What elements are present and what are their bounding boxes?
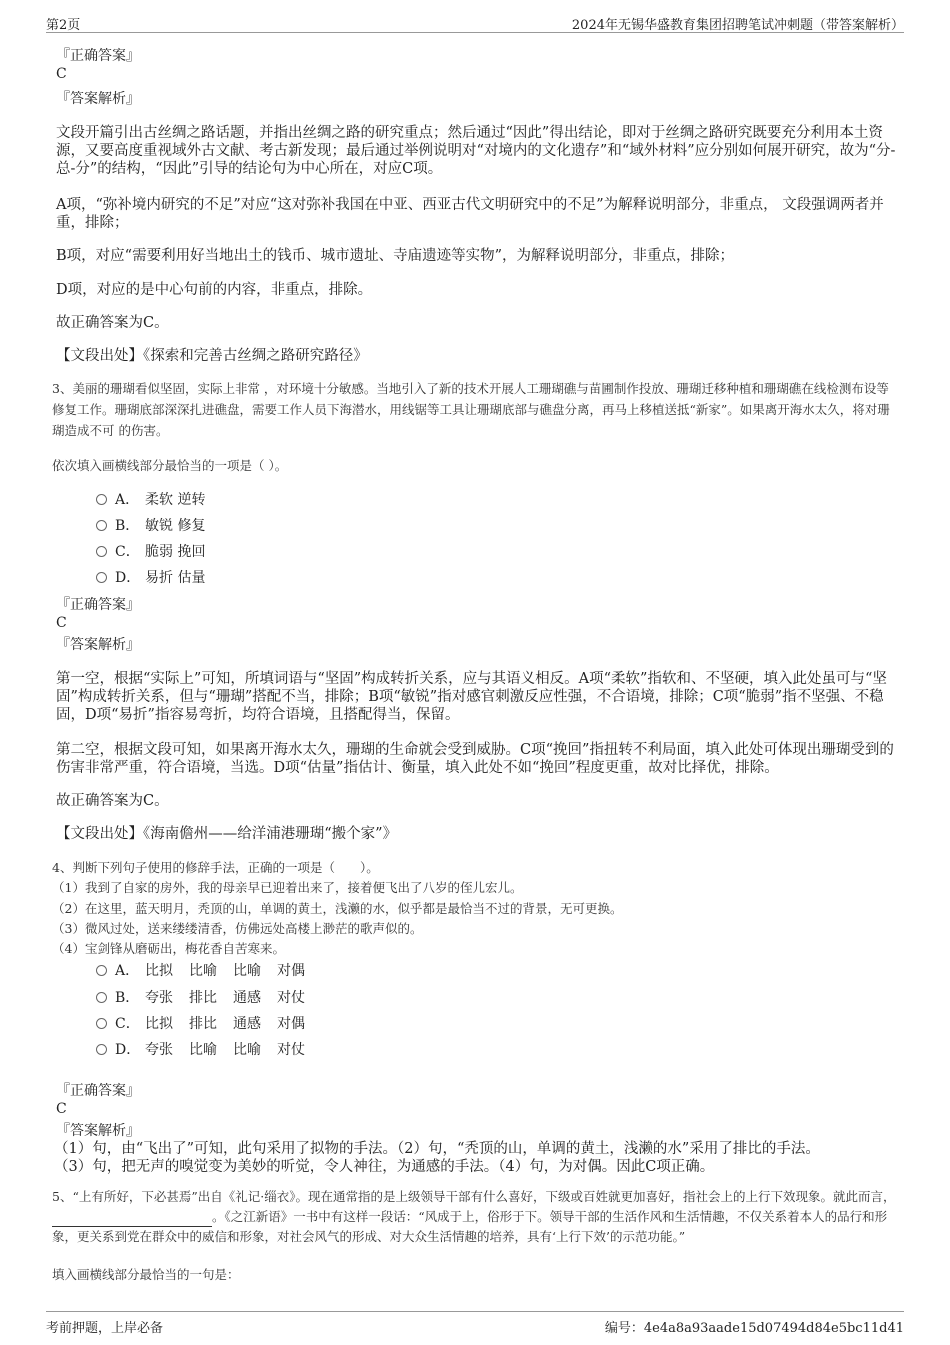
q4-analysis-label: 『答案解析』 <box>56 1123 140 1139</box>
radio-icon[interactable] <box>96 992 107 1003</box>
radio-icon[interactable] <box>96 965 107 976</box>
q3-option-c[interactable]: C． 脆弱 挽回 <box>96 542 205 562</box>
q2-analysis-paragraph: 文段开篇引出古丝绸之路话题，并指出丝绸之路的研究重点；然后通过“因此”得出结论，即对于丝绸之路研究既要充分利用本土资源，又要高度重视域外古文献、考古新发现；最后通过举例说明对“对境内的文化遗存”和“域外材料”应分别如何展开研究，故为“分-总-分”的结构，“因此”引导的结论句为中心所在，对应C项。 <box>56 125 896 177</box>
page-header <box>46 10 904 33</box>
q4-sentence: （4）宝剑锋从磨砺出，梅花香自苦寒来。 <box>52 941 285 956</box>
q3-option-b[interactable]: B． 敏锐 修复 <box>96 516 205 536</box>
q2-analysis-paragraph: A项，“弥补境内研究的不足”对应“这对弥补我国在中亚、西亚古代文明研究中的不足”为解释说明部分，非重点， 文段强调两者并重，排除； <box>56 197 884 231</box>
document-title: 2024年无锡华盛教育集团招聘笔试冲刺题（带答案解析） <box>571 18 904 33</box>
q3-analysis-paragraph: 故正确答案为C。 <box>56 793 169 809</box>
page-number: 第2页 <box>46 18 81 33</box>
q4-analysis-line: （1）句，由“飞出了”可知，此句采用了拟物的手法。（2）句，“秃顶的山，单调的黄土，浅濑的水”采用了排比的手法。 <box>54 1141 820 1157</box>
q2-answer: C <box>56 66 67 82</box>
q3-analysis-paragraph: 第二空，根据文段可知，如果离开海水太久，珊瑚的生命就会受到威胁。C项“挽回”指扭转不利局面，填入此处可体现出珊瑚受到的伤害非常严重，符合语境，当选。D项“估量”指估计、衡量，填入此处不如“挽回”程度更重，故对比择优，排除。 <box>56 742 894 776</box>
radio-icon[interactable] <box>96 1018 107 1029</box>
q3-analysis-label: 『答案解析』 <box>56 637 140 653</box>
q3-answer: C <box>56 615 67 631</box>
radio-icon[interactable] <box>96 520 107 531</box>
q4-option-c[interactable]: C． 比拟 排比 通感 对偶 <box>96 1014 321 1034</box>
q4-answer: C <box>56 1101 67 1117</box>
answer-blank <box>52 1212 212 1227</box>
q3-prompt: 依次填入画横线部分最恰当的一项是（ ）。 <box>52 458 288 473</box>
q5-stem: 5、“上有所好，下必甚焉”出自《礼记·缁衣》。现在通常指的是上级领导干部有什么喜好，下级或百姓就更加喜好，指社会上的上行下效现象。就此而言，。《之江新语》一书中有这样一段话：“风成于上，俗形于下。领导干部的生活作风和生活情趣，不仅关系着本人的品行和形象，更关系到党在群众中的威信和形象，对社会风气的形成、对大众生活情趣的培养，具有‘上行下效’的示范功能。” <box>52 1189 896 1244</box>
q2-analysis-paragraph: D项，对应的是中心句前的内容，非重点，排除。 <box>56 282 373 298</box>
q5-prompt: 填入画横线部分最恰当的一句是： <box>52 1267 240 1282</box>
q4-stem: 4、判断下列句子使用的修辞手法，正确的一项是（ ）。 <box>52 860 379 875</box>
radio-icon[interactable] <box>96 546 107 557</box>
q2-answer-label: 『正确答案』 <box>56 48 140 64</box>
q3-option-a[interactable]: A． 柔软 逆转 <box>96 490 205 510</box>
q4-option-d[interactable]: D． 夸张 比喻 比喻 对仗 <box>96 1040 321 1060</box>
q4-sentence: （3）微风过处，送来缕缕清香，仿佛远处高楼上渺茫的歌声似的。 <box>52 921 423 936</box>
q3-stem: 3、美丽的珊瑚看似坚固，实际上非常 ，对环境十分敏感。当地引入了新的技术开展人工珊瑚礁与苗圃制作投放、珊瑚迁移种植和珊瑚礁在线检测布设等修复工作。珊瑚底部深深扎进礁盘，需要工作人员下海潜水，用线锯等工具让珊瑚底部与礁盘分离，再马上移植送抵“新家”。如果离开海水太久，将对珊瑚造成不可 的伤害。 <box>52 381 890 438</box>
q3-source: 【文段出处】《海南儋州——给洋浦港珊瑚“搬个家”》 <box>56 826 398 842</box>
q3-analysis-paragraph: 第一空，根据“实际上”可知，所填词语与“坚固”构成转折关系，应与其语义相反。A项“柔软”指软和、不坚硬，填入此处虽可与“坚固”构成转折关系，但与“珊瑚”搭配不当，排除；B项“敏锐”指对感官刺激反应性强，不合语境，排除；C项“脆弱”指不坚强、不稳固，D项“易折”指容易弯折，均符合语境，且搭配得当，保留。 <box>56 671 887 723</box>
q2-analysis-paragraph: B项，对应“需要利用好当地出土的钱币、城市遗址、寺庙遗迹等实物”，为解释说明部分，非重点，排除； <box>56 248 734 264</box>
footer-slogan: 考前押题，上岸必备 <box>46 1321 164 1336</box>
q2-source: 【文段出处】《探索和完善古丝绸之路研究路径》 <box>56 348 368 364</box>
radio-icon[interactable] <box>96 1044 107 1055</box>
footer-code: 编号：4e4a8a93aade15d07494d84e5bc11d41 <box>604 1321 904 1336</box>
page-footer <box>46 1311 904 1336</box>
q4-sentence: （2）在这里，蓝天明月，秃顶的山，单调的黄土，浅濑的水，似乎都是最恰当不过的背景，无可更换。 <box>52 901 623 916</box>
q4-analysis-line: （3）句，把无声的嗅觉变为美妙的听觉，令人神往，为通感的手法。（4）句，为对偶。因此C项正确。 <box>54 1159 715 1175</box>
radio-icon[interactable] <box>96 494 107 505</box>
q4-option-a[interactable]: A． 比拟 比喻 比喻 对偶 <box>96 961 321 981</box>
q4-option-b[interactable]: B． 夸张 排比 通感 对仗 <box>96 988 321 1008</box>
q4-answer-label: 『正确答案』 <box>56 1083 140 1099</box>
q2-analysis-paragraph: 故正确答案为C。 <box>56 315 169 331</box>
q2-analysis-label: 『答案解析』 <box>56 91 140 107</box>
q3-answer-label: 『正确答案』 <box>56 597 140 613</box>
radio-icon[interactable] <box>96 572 107 583</box>
q4-sentence: （1）我到了自家的房外，我的母亲早已迎着出来了，接着便飞出了八岁的侄儿宏儿。 <box>52 880 523 895</box>
q3-option-d[interactable]: D． 易折 估量 <box>96 568 205 588</box>
